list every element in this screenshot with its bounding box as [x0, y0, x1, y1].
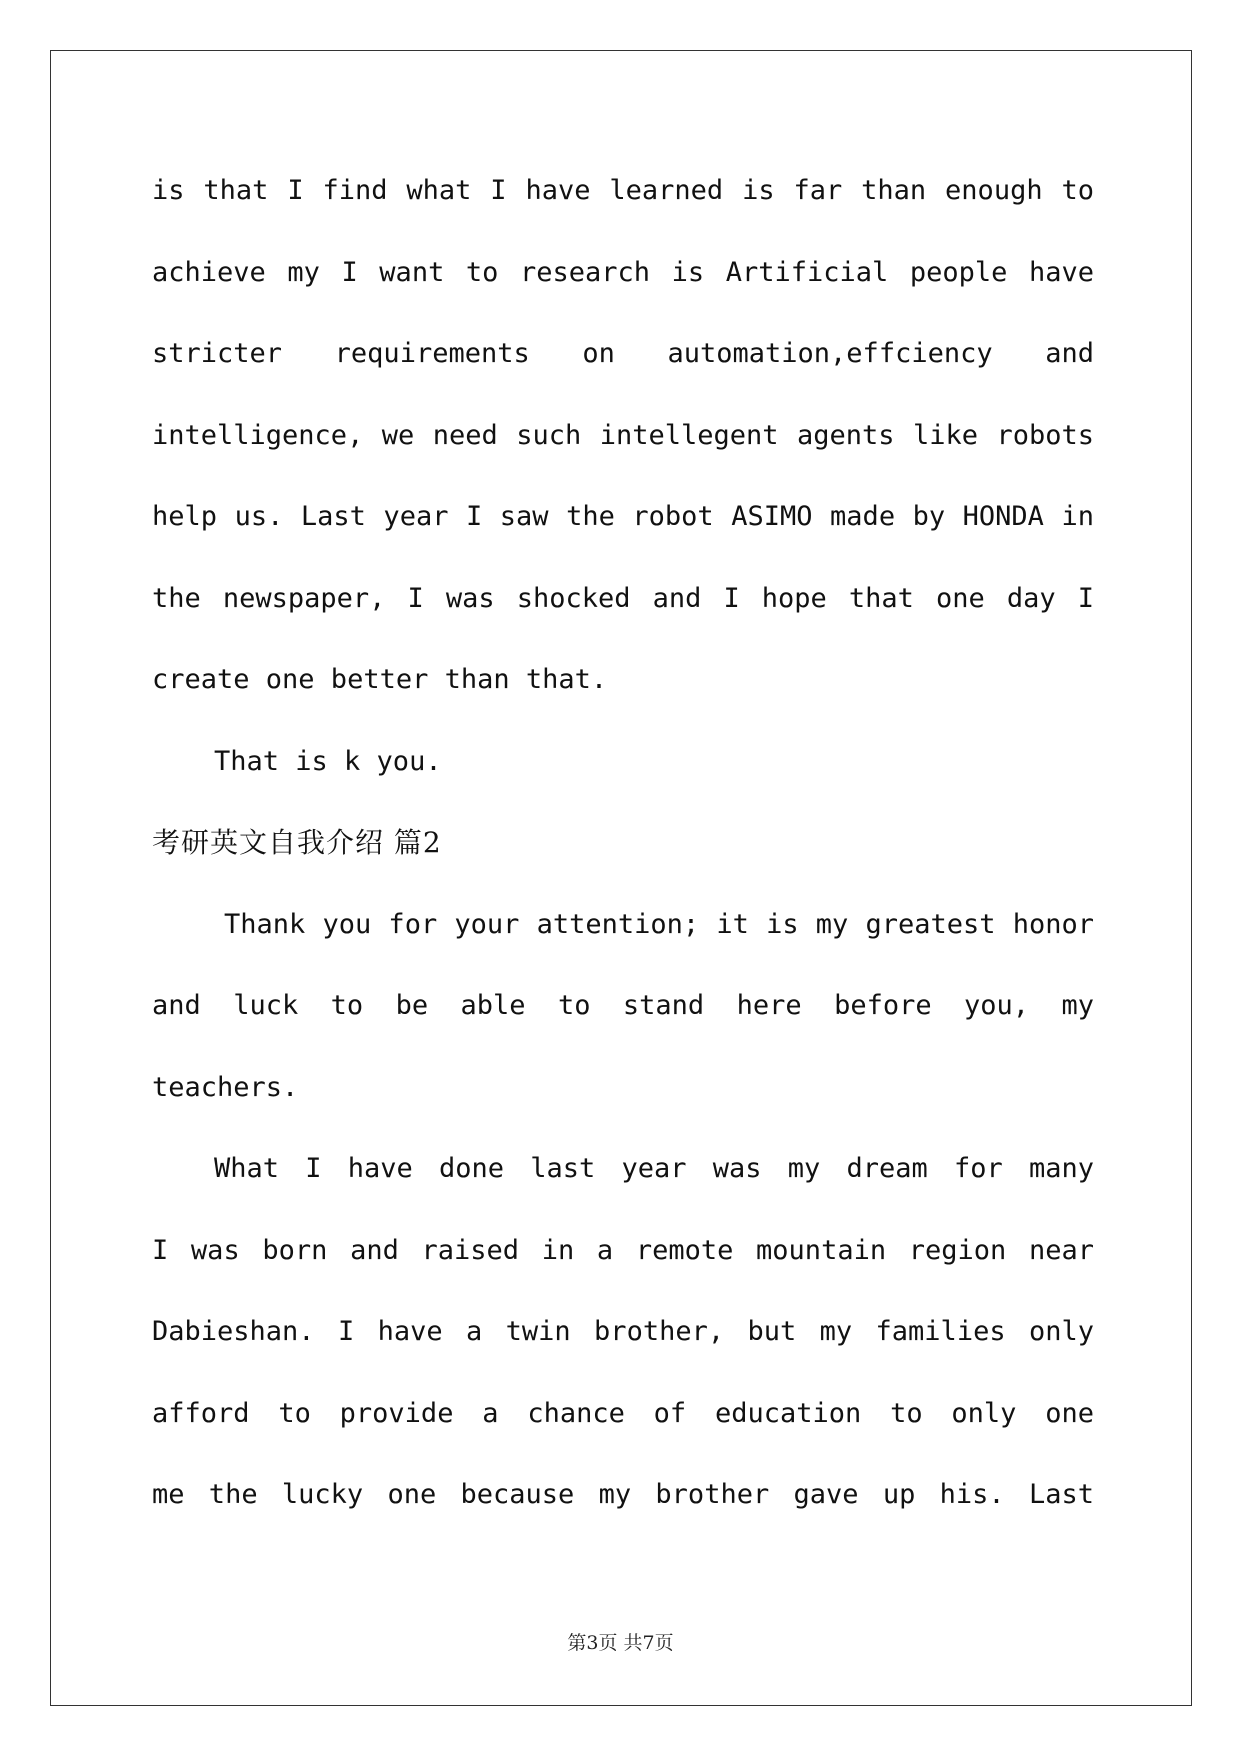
text-line: Thank you for your attention; it is my greatest honor	[224, 908, 1094, 940]
text-line: the newspaper, I was shocked and I hope that one day I	[152, 582, 1094, 614]
text-line: afford to provide a chance of education to only one	[152, 1397, 1094, 1429]
text-line: create one better than that.	[152, 664, 608, 695]
text-line: That is k you.	[214, 745, 442, 777]
text-line: intelligence, we need such intellegent agents like robots	[152, 419, 1094, 451]
text-line: help us. Last year I saw the robot ASIMO made by HONDA in	[152, 501, 1094, 532]
page-number-footer: 第3页 共7页	[567, 1632, 674, 1654]
text-line: What I have done last year was my dream for many	[214, 1153, 1094, 1184]
text-line: Dabieshan. I have a twin brother, but my families only	[152, 1316, 1094, 1347]
text-line: achieve my I want to research is Artificial people have	[152, 256, 1094, 288]
text-line: I was born and raised in a remote mountain region near	[152, 1234, 1094, 1266]
text-line: is that I find what I have learned is far than enough to	[152, 175, 1094, 206]
text-line: me the lucky one because my brother gave up his. Last	[152, 1479, 1094, 1510]
text-line: and luck to be able to stand here before you, my	[152, 990, 1094, 1021]
text-line: stricter requirements on automation,effciency and	[152, 338, 1094, 369]
section-heading: 考研英文自我介绍 篇2	[152, 826, 442, 859]
document-body	[152, 150, 1094, 1536]
text-line: teachers.	[152, 1071, 299, 1103]
